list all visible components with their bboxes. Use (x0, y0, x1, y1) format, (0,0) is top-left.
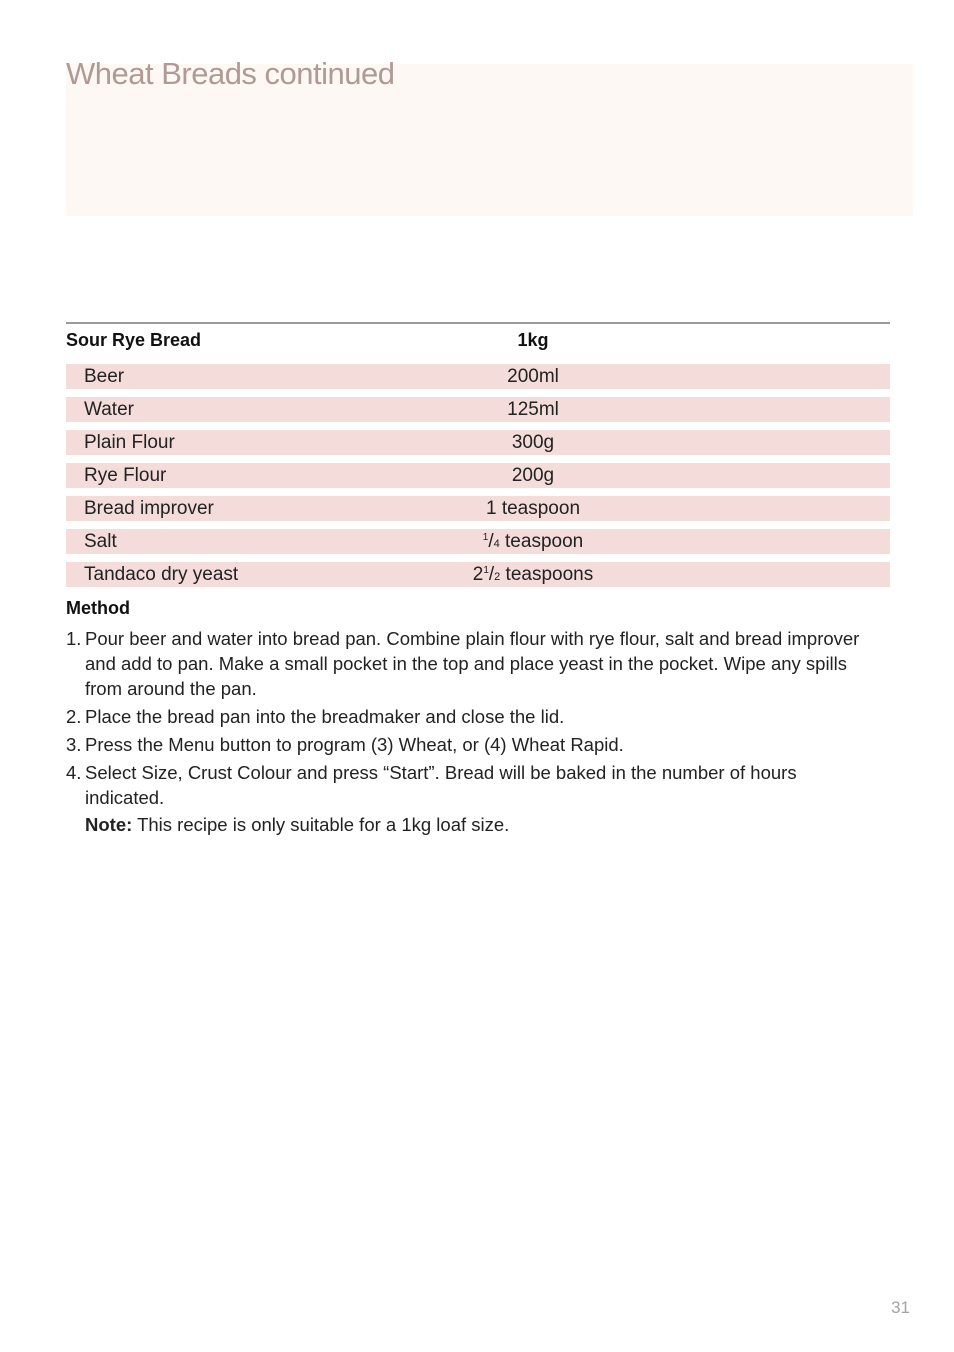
method-note (85, 814, 509, 836)
step-text: Select Size, Crust Colour and press “Start”. Bread will be baked in the number of hours indicated. (85, 762, 797, 808)
method-title: Method (66, 598, 130, 618)
step-number: 4. (66, 762, 82, 783)
qty-unit: teaspoons (500, 563, 594, 585)
qty-whole: 2 (472, 563, 484, 585)
step-number: 2. (66, 706, 82, 727)
ingredient-name: Bread improver (84, 497, 214, 519)
page-title: Wheat Breads continued (66, 56, 395, 91)
ingredient-name: Salt (84, 530, 117, 552)
ingredient-name: Tandaco dry yeast (84, 563, 239, 585)
recipe-header-row (66, 324, 890, 356)
method-step (66, 626, 866, 701)
ingredient-row (66, 562, 890, 587)
ingredient-row (66, 364, 890, 389)
method-step (66, 704, 866, 729)
ingredient-qty: 1 teaspoon (485, 497, 581, 519)
fraction-numerator: 1 (482, 531, 489, 543)
ingredient-row (66, 397, 890, 422)
fraction-denominator: 4 (493, 537, 500, 550)
ingredient-qty: $^1$/4 teaspoon (482, 530, 584, 552)
ingredient-name: Beer (84, 365, 125, 387)
fraction-numerator: 1 (483, 564, 489, 576)
ingredient-name: Plain Flour (84, 431, 175, 453)
ingredient-row (66, 496, 890, 521)
ingredient-qty: 200g (511, 464, 555, 486)
ingredient-qty: 200ml (507, 365, 559, 387)
qty-unit: teaspoon (499, 530, 584, 552)
method-steps (66, 626, 866, 813)
ingredient-row (66, 430, 890, 455)
step-number: 3. (66, 734, 82, 755)
page-number: 31 (891, 1298, 910, 1317)
step-text: Place the bread pan into the breadmaker and close the lid. (85, 706, 565, 727)
method-step (66, 732, 866, 757)
ingredient-row (66, 463, 890, 488)
recipe-table (66, 322, 890, 587)
note-text: This recipe is only suitable for a 1kg loaf size. (132, 814, 510, 835)
ingredient-qty: 125ml (507, 398, 559, 420)
recipe-name: Sour Rye Bread (66, 329, 202, 350)
ingredient-qty: $2^1/2$ teaspoons (472, 563, 594, 585)
ingredient-row (66, 529, 890, 554)
method-step (66, 760, 866, 810)
step-text: Press the Menu button to program (3) Wheat, or (4) Wheat Rapid. (85, 734, 624, 755)
size-header: 1kg (517, 329, 549, 350)
ingredient-qty: 300g (511, 431, 555, 453)
step-text: Pour beer and water into bread pan. Combine plain flour with rye flour, salt and bread improver and add to pan. Make a small pocket in the top and place yeast in the pocket. Wipe any spills from around the pan. (85, 628, 860, 699)
note-label: Note: (85, 814, 133, 835)
fraction-denominator: 2 (494, 570, 501, 583)
step-number: 1. (66, 628, 82, 649)
ingredient-name: Water (84, 398, 134, 420)
ingredient-name: Rye Flour (84, 464, 167, 486)
